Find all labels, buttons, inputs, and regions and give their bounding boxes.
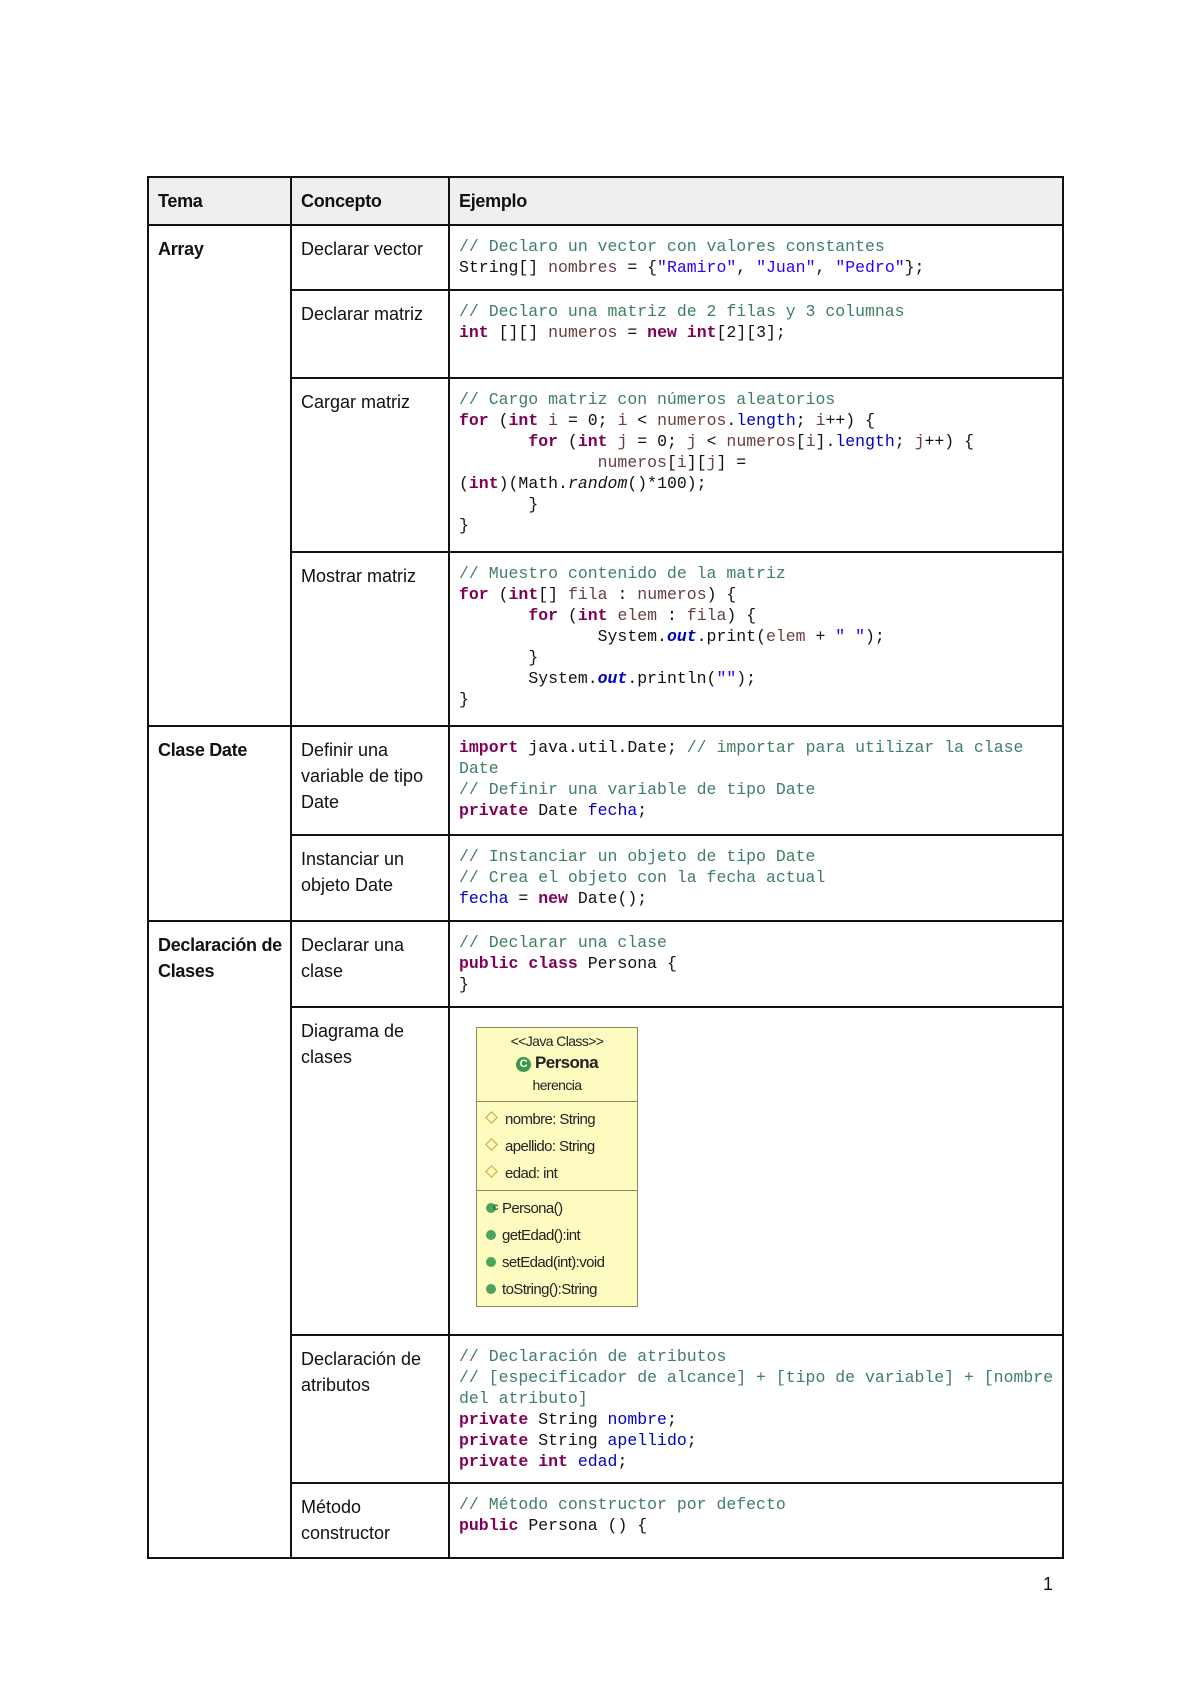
- concepto-cargar-matriz: Cargar matriz: [291, 378, 449, 552]
- ejemplo-mostrar-matriz: [449, 552, 1063, 726]
- table-row: [148, 921, 1063, 1007]
- method-icon: [486, 1284, 496, 1294]
- code-block: // Método constructor por defecto public Persona () {: [459, 1495, 786, 1535]
- ejemplo-declarar-matriz: [449, 290, 1063, 378]
- uml-fields: [477, 1102, 637, 1191]
- code-block: // Instanciar un objeto de tipo Date // Crea el objeto con la fecha actual fecha = new Date();: [459, 847, 826, 908]
- page-number: 1: [1043, 1574, 1054, 1594]
- ejemplo-declarar-clase: [449, 921, 1063, 1007]
- header-row: [148, 177, 1063, 225]
- concepto-declarar-clase: Declarar una clase: [291, 921, 449, 1007]
- method-icon: [486, 1257, 496, 1267]
- code-block: // Cargo matriz con números aleatorios for (int i = 0; i < numeros.length; i++) { for (int j = 0; j < numeros[i].length; j++) { numeros[i][j] = (int)(Math.random()*100); } }: [459, 390, 975, 535]
- ejemplo-cargar-matriz: [449, 378, 1063, 552]
- uml-class-name: Persona: [535, 1053, 598, 1072]
- concepto-definir-date: Definir una variable de tipo Date: [291, 726, 449, 835]
- uml-class-name-row: [477, 1051, 637, 1075]
- code-block: import java.util.Date; // importar para utilizar la clase Date // Definir una variable de tipo Date private Date fecha;: [459, 738, 1034, 820]
- code-block: // Muestro contenido de la matriz for (int[] fila : numeros) { for (int elem : fila) { System.out.print(elem + " "); } System.out.println(""); }: [459, 564, 885, 709]
- header-concepto: Concepto: [291, 177, 449, 225]
- uml-method: setEdad(int):void: [485, 1249, 637, 1276]
- constructor-icon: c: [486, 1203, 496, 1213]
- tema-declaracion-clases: Declaración de Clases: [148, 921, 291, 1558]
- uml-field: nombre: String: [485, 1106, 637, 1133]
- tema-array: Array: [148, 225, 291, 726]
- ejemplo-declarar-vector: [449, 225, 1063, 290]
- uml-package: herencia: [532, 1077, 582, 1093]
- ejemplo-instanciar-date: [449, 835, 1063, 921]
- uml-class-header: [477, 1028, 637, 1102]
- uml-methods: [477, 1191, 637, 1306]
- header-tema: Tema: [148, 177, 291, 225]
- concepto-metodo-constructor: Método constructor: [291, 1483, 449, 1558]
- uml-method: c Persona(): [485, 1195, 637, 1222]
- uml-method: getEdad():int: [485, 1222, 637, 1249]
- tema-clase-date: Clase Date: [148, 726, 291, 921]
- field-icon: [485, 1111, 498, 1124]
- code-block: // Declaro un vector con valores constantes String[] nombres = {"Ramiro", "Juan", "Pedro"};: [459, 237, 925, 277]
- concepto-declarar-matriz: Declarar matriz: [291, 290, 449, 378]
- reference-table: [147, 176, 1064, 1559]
- code-block: // Declaración de atributos // [especificador de alcance] + [tipo de variable] + [nombre del atributo] private String nombre; private String apellido; private int edad;: [459, 1347, 1064, 1471]
- ejemplo-declaracion-atributos: [449, 1335, 1063, 1483]
- table-row: [148, 726, 1063, 835]
- method-icon: [486, 1230, 496, 1240]
- uml-field: edad: int: [485, 1160, 637, 1187]
- code-block: // Declarar una clase public class Persona { }: [459, 933, 677, 994]
- code-block: // Declaro una matriz de 2 filas y 3 columnas int [][] numeros = new int[2][3];: [459, 302, 905, 342]
- ejemplo-metodo-constructor: [449, 1483, 1063, 1558]
- header-ejemplo: Ejemplo: [449, 177, 1063, 225]
- uml-class-diagram: [476, 1027, 638, 1307]
- field-icon: [485, 1138, 498, 1151]
- ejemplo-definir-date: [449, 726, 1063, 835]
- uml-stereotype: <<Java Class>>: [510, 1033, 604, 1049]
- class-icon: C: [516, 1057, 531, 1072]
- uml-method: toString():String: [485, 1276, 637, 1303]
- concepto-declaracion-atributos: Declaración de atributos: [291, 1335, 449, 1483]
- table-row: [148, 225, 1063, 290]
- uml-field: apellido: String: [485, 1133, 637, 1160]
- field-icon: [485, 1165, 498, 1178]
- ejemplo-diagrama-clases: [449, 1007, 1063, 1335]
- concepto-diagrama-clases: Diagrama de clases: [291, 1007, 449, 1335]
- concepto-mostrar-matriz: Mostrar matriz: [291, 552, 449, 726]
- concepto-instanciar-date: Instanciar un objeto Date: [291, 835, 449, 921]
- concepto-declarar-vector: Declarar vector: [291, 225, 449, 290]
